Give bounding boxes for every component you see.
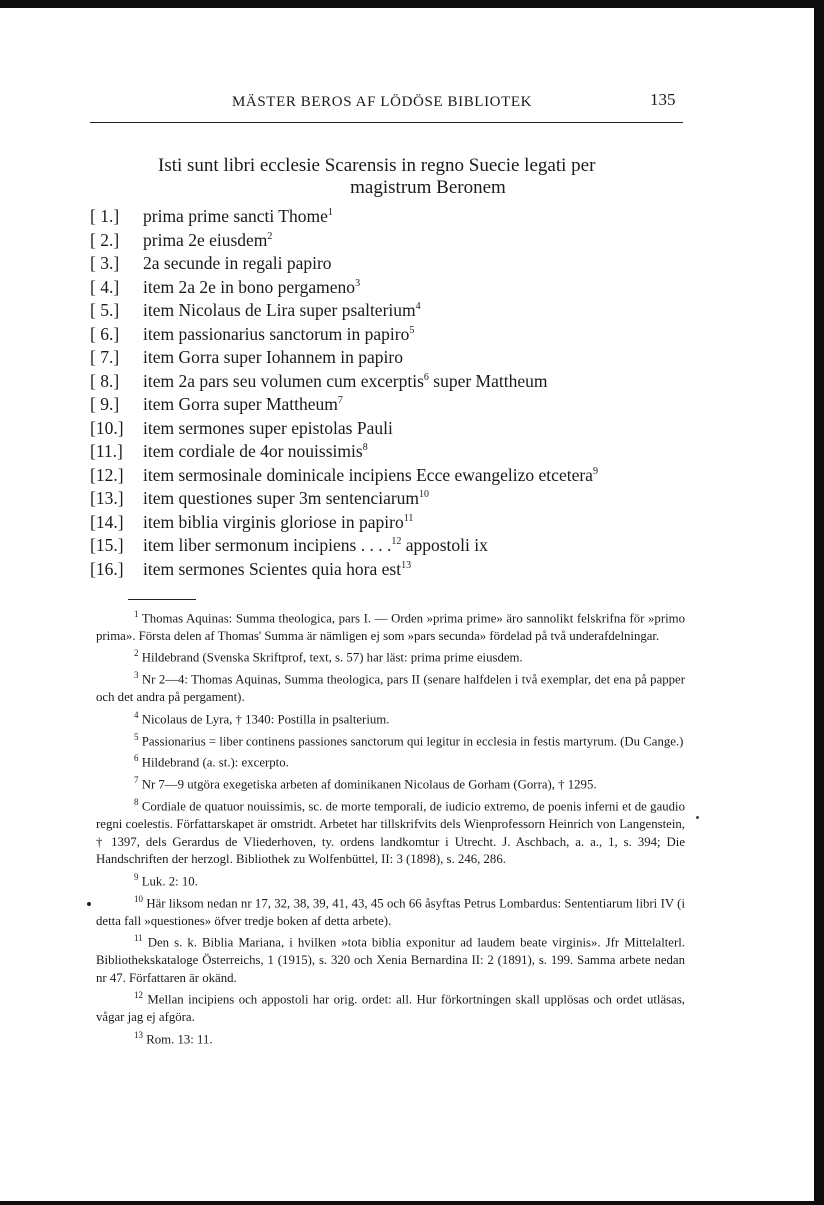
- item-number: [15.]: [90, 535, 124, 555]
- footnote-ref: 11: [403, 512, 414, 524]
- item-text: [143, 206, 333, 227]
- item-number: [ 6.]: [90, 323, 120, 344]
- footnote-ref: 7: [337, 395, 343, 407]
- footnote-number: 4: [134, 709, 139, 720]
- footnote-number: 1: [134, 609, 139, 619]
- footnote-number: 9: [134, 871, 139, 882]
- item-title: item biblia virginis gloriose in papiro: [143, 511, 404, 532]
- item-text: [143, 465, 598, 486]
- scan-speck: [696, 816, 699, 819]
- list-title-line1: Isti sunt libri ecclesie Scarensis in regno Suecie legati per: [158, 155, 596, 176]
- footnote-number: 5: [134, 731, 139, 742]
- footnote-ref: 4: [415, 301, 421, 313]
- footnote-text: Nr 7—9 utgöra exegetiska arbeten af dominikanen Nicolaus de Gorham (Gorra), † 1295.: [141, 777, 597, 792]
- item-number: [ 2.]: [90, 229, 120, 250]
- footnote: [96, 930, 685, 987]
- footnotes: [96, 606, 685, 1049]
- footnote: [96, 794, 685, 869]
- footnote-number: 7: [134, 775, 139, 786]
- footnote-ref: 13: [401, 559, 412, 571]
- footnote: [96, 891, 685, 930]
- footnote: [96, 606, 685, 645]
- item-number: [11.]: [90, 441, 123, 461]
- item-text: [143, 253, 332, 274]
- footnote-number: 12: [134, 990, 143, 1001]
- item-number: [ 9.]: [90, 394, 120, 414]
- item-text: [143, 488, 429, 509]
- footnote-text: Rom. 13: 11.: [146, 1031, 213, 1046]
- item-title: item cordiale de 4or nouissimis: [143, 441, 363, 461]
- item-title: item Gorra super Iohannem in papiro: [143, 347, 403, 367]
- footnote: [96, 869, 685, 891]
- item-text: [143, 512, 413, 533]
- footnote-number: 11: [134, 933, 143, 944]
- header-rule: [90, 122, 683, 123]
- item-title: prima 2e eiusdem: [143, 229, 268, 250]
- footnote-rule: [128, 599, 196, 600]
- footnote: [96, 772, 685, 794]
- item-title: item sermones Scientes quia hora est: [143, 558, 402, 579]
- footnote-text: Passionarius = liber continens passiones sanctorum qui legitur in ecclesia in festis martyrum. (Du Cange.): [141, 733, 684, 748]
- footnote: [96, 667, 685, 706]
- item-text: [143, 418, 393, 439]
- item-title-tail: super Mattheum: [428, 370, 548, 391]
- footnote-number: 13: [134, 1029, 143, 1040]
- page-number: 135: [650, 90, 676, 109]
- footnote-text: Thomas Aquinas: Summa theologica, pars I. — Orden »prima prime» äro sannolikt felskrifna för »primo prima». Första delen af Thomas' Summa är nämligen ej som »pars secunda» fördelad på två underafdelningar.: [96, 611, 686, 643]
- scan-border-bottom: [0, 1201, 824, 1205]
- item-title: item sermones super epistolas Pauli: [143, 417, 393, 438]
- item-text: [143, 230, 272, 251]
- item-text: [143, 559, 411, 580]
- footnote-text: Luk. 2: 10.: [141, 874, 198, 889]
- item-number: [10.]: [90, 417, 124, 438]
- item-title-tail: appostoli ix: [401, 535, 488, 555]
- item-number: [ 5.]: [90, 300, 120, 320]
- footnote: [96, 645, 685, 667]
- footnote: [96, 750, 685, 772]
- footnote-ref: 1: [327, 207, 333, 219]
- item-number: [ 4.]: [90, 276, 120, 297]
- item-number: [16.]: [90, 558, 124, 579]
- footnote-text: Nr 2—4: Thomas Aquinas, Summa theologica, pars II (senare halfdelen i två exemplar, det ena på papper och det andra på pergament).: [96, 672, 686, 705]
- footnote-ref: 9: [592, 465, 598, 477]
- footnote-text: Här liksom nedan nr 17, 32, 38, 39, 41, 43, 45 och 66 åsyftas Petrus Lombardus: Sententiarum libri IV (i detta fall »questiones» öfver tredje boken af detta arbete).: [96, 895, 685, 928]
- scan-speck: [87, 902, 91, 906]
- item-title: item passionarius sanctorum in papiro: [143, 323, 410, 344]
- item-number: [ 8.]: [90, 370, 120, 391]
- item-text: [143, 535, 488, 556]
- footnote-ref: 5: [409, 324, 415, 336]
- footnote-ref: 12: [391, 536, 402, 548]
- footnote-number: 10: [134, 893, 143, 904]
- footnote-number: 6: [134, 753, 139, 764]
- item-title: item Nicolaus de Lira super psalterium: [143, 300, 416, 320]
- footnote-text: Cordiale de quatuor nouissimis, sc. de morte temporali, de iudicio extremo, de poenis inferni et de gaudio regni coelestis. Författarskapet är omstridt. Arbetet har tillskrifvits dels Wienprofessorn Heinrich von Langenstein, † 1397, dels Gerardus de Vliederhoven, ty. ordens landkomtur i Utrecht. J. Aschbach, a. a., 1, s. 394; Die Handschriften der herzogl. Bibliothek zu Wolfenbüttel, II: 3 (1898), s. 246, 286.: [96, 799, 685, 867]
- footnote-number: 8: [134, 797, 139, 808]
- running-title: MÄSTER BEROS AF LÖDÖSE BIBLIOTEK: [232, 94, 533, 110]
- item-title: 2a secunde in regali papiro: [143, 253, 332, 273]
- footnote: [96, 987, 685, 1026]
- footnote-text: Den s. k. Biblia Mariana, i hvilken »tota biblia exponitur ad laudem beate virginis». Jfr Mittelalterl. Bibliothekskataloge Österreichs, 1 (1915), s. 320 och Xenia Bernardina II: 2 (1891), s. 199. Samma arbete nedan nr 47. Författaren är okänd.: [96, 935, 685, 985]
- item-title: item 2a pars seu volumen cum excerptis: [143, 370, 424, 391]
- item-text: [143, 300, 421, 321]
- item-text: [143, 324, 414, 345]
- item-title: item sermosinale dominicale incipiens Ecce ewangelizo etcetera: [143, 464, 593, 485]
- item-title: item questiones super 3m sentenciarum: [143, 488, 420, 508]
- footnote-text: Nicolaus de Lyra, † 1340: Postilla in psalterium.: [141, 712, 390, 727]
- footnote-ref: 6: [423, 371, 429, 383]
- item-title: item liber sermonum incipiens . . . .: [143, 535, 392, 555]
- item-text: [143, 371, 547, 392]
- footnote-ref: 3: [355, 277, 361, 289]
- item-text: [143, 277, 360, 298]
- footnote-ref: 10: [419, 489, 430, 501]
- list-title-line2: magistrum Beronem: [350, 177, 506, 198]
- footnote-text: Hildebrand (Svenska Skriftprof, text, s. 57) har läst: prima prime eiusdem.: [141, 650, 523, 665]
- item-title: item 2a 2e in bono pergameno: [143, 276, 356, 297]
- footnote: [96, 729, 685, 751]
- item-number: [12.]: [90, 464, 124, 485]
- item-number: [ 7.]: [90, 347, 120, 367]
- item-number: [ 1.]: [90, 206, 120, 226]
- item-number: [14.]: [90, 511, 124, 532]
- item-title: item Gorra super Mattheum: [143, 394, 338, 414]
- item-text: [143, 347, 403, 368]
- item-number: [13.]: [90, 488, 124, 508]
- footnote-text: Mellan incipiens och appostoli har orig. ordet: all. Hur förkortningen skall upplösas och ordet utläsas, vågar jag ej afgöra.: [96, 992, 686, 1025]
- footnote-number: 3: [134, 670, 139, 681]
- scan-border-top: [0, 0, 824, 8]
- item-number: [ 3.]: [90, 253, 120, 273]
- item-text: [143, 441, 368, 462]
- footnote-ref: 8: [362, 442, 368, 454]
- footnote: [96, 707, 685, 729]
- footnote-number: 2: [134, 648, 139, 659]
- footnote-text: Hildebrand (a. st.): excerpto.: [141, 755, 289, 770]
- footnote: [96, 1027, 685, 1049]
- item-title: prima prime sancti Thome: [143, 206, 328, 226]
- item-text: [143, 394, 343, 415]
- footnote-ref: 2: [267, 230, 273, 242]
